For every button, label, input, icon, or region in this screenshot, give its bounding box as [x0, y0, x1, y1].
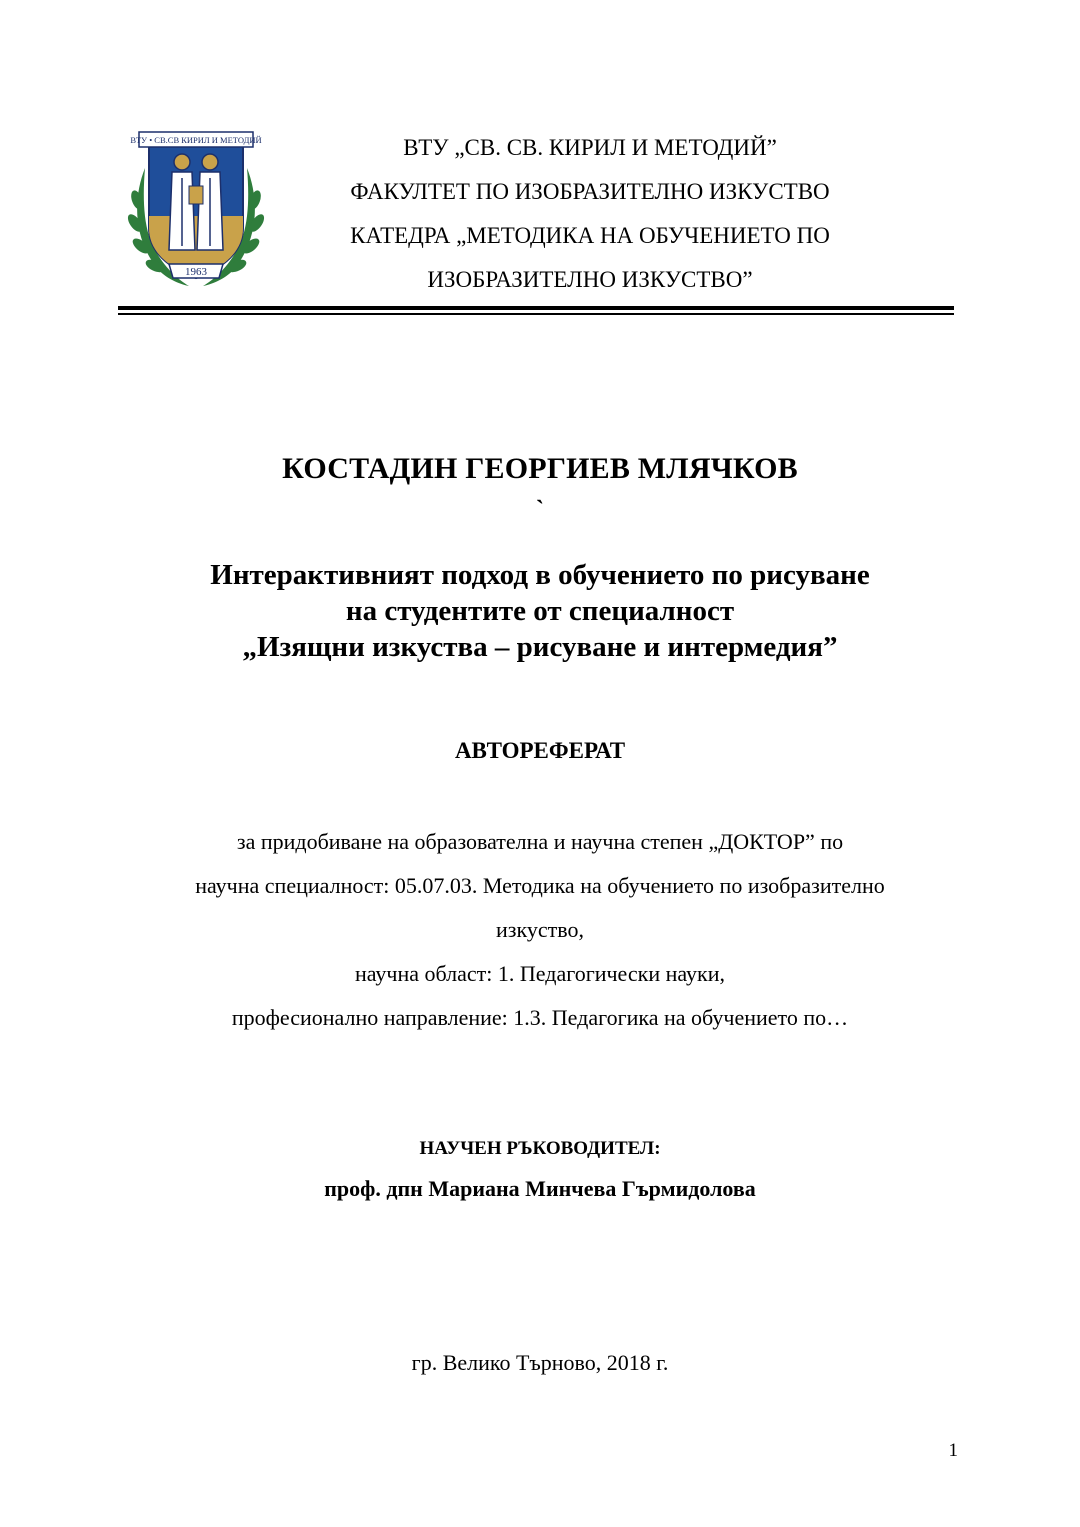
stray-mark: `	[536, 497, 544, 523]
supervisor-label: НАУЧЕН РЪКОВОДИТЕЛ:	[419, 1138, 661, 1159]
place-and-date: гр. Велико Търново, 2018 г.	[411, 1350, 669, 1375]
purpose-line: научна специалност: 05.07.03. Методика на обучението по изобразително	[195, 873, 885, 898]
purpose-line: научна област: 1. Педагогически науки,	[355, 961, 725, 986]
author-name: КОСТАДИН ГЕОРГИЕВ МЛЯЧКОВ	[282, 452, 798, 485]
thesis-title	[0, 557, 1080, 665]
header-line-university: ВТУ „СВ. СВ. КИРИЛ И МЕТОДИЙ”	[403, 135, 777, 160]
thesis-title-line: на студентите от специалност	[345, 595, 735, 627]
header-divider-thin	[118, 313, 954, 315]
header-line-department-cont: ИЗОБРАЗИТЕЛНО ИЗКУСТВО”	[427, 267, 753, 292]
degree-purpose	[0, 820, 1080, 1040]
thesis-title-line: „Изящни изкуства – рисуване и интермедия”	[242, 631, 838, 663]
purpose-line: изкуство,	[496, 917, 584, 942]
logo-banner-text: ВТУ • СВ.СВ КИРИЛ И МЕТОДИЙ	[130, 135, 262, 145]
header-divider-thick	[118, 306, 954, 310]
supervisor-name: проф. дпн Мариана Минчева Гърмидолова	[324, 1176, 756, 1201]
header-line-department: КАТЕДРА „МЕТОДИКА НА ОБУЧЕНИЕТО ПО	[350, 223, 830, 248]
university-logo	[127, 128, 265, 290]
purpose-line: професионално направление: 1.3. Педагогика на обучението по…	[231, 1005, 849, 1030]
thesis-title-line: Интерактивният подход в обучението по рисуване	[210, 559, 870, 591]
purpose-line: за придобиване на образователна и научна степен „ДОКТОР” по	[236, 829, 844, 854]
page-number: 1	[948, 1440, 958, 1461]
logo-year-text: 1963	[185, 266, 207, 278]
document-type: АВТОРЕФЕРАТ	[454, 738, 626, 763]
institution-header	[300, 126, 880, 302]
header-line-faculty: ФАКУЛТЕТ ПО ИЗОБРАЗИТЕЛНО ИЗКУСТВО	[350, 179, 830, 204]
